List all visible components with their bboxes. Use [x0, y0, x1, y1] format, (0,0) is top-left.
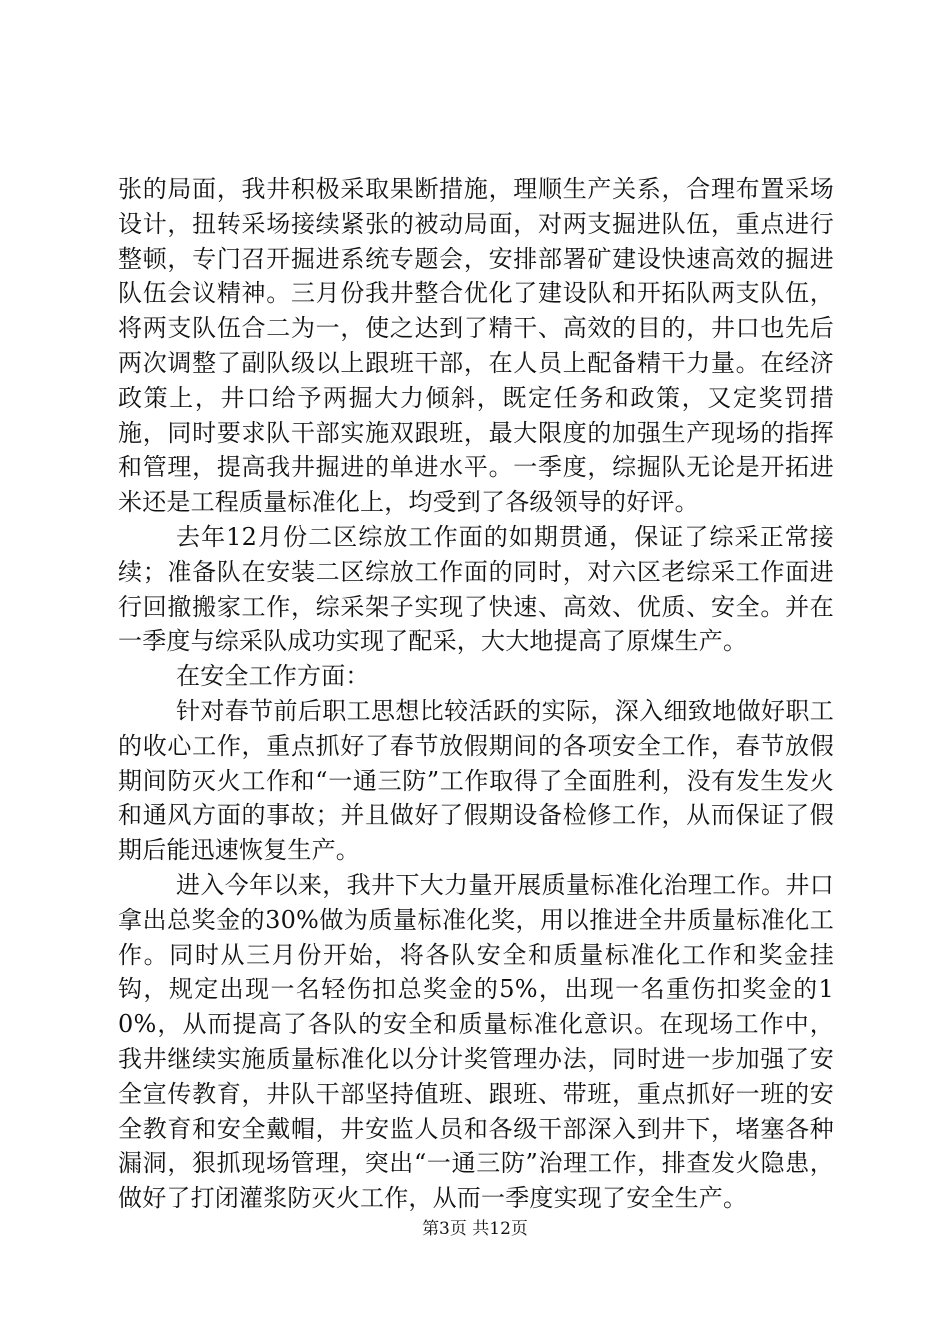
page-number-label: 第3页 共12页: [422, 1219, 528, 1239]
paragraph-quality-standardization: 进入今年以来，我井下大力量开展质量标准化治理工作。井口拿出总奖金的30%做为质量标准化奖，用以推进全井质量标准化工作。同时从三月份开始，将各队安全和质量标准化工作和奖金挂钩，规定出现一名轻伤扣总奖金的5%，出现一名重伤扣奖金的10%，从而提高了各队的安全和质量标准化意识。在现场工作中，我井继续实施质量标准化以分计奖管理办法，同时进一步加强了安全宣传教育，井队干部坚持值班、跟班、带班，重点抓好一班的安全教育和安全戴帽，井安监人员和各级干部深入到井下，堵塞各种漏洞，狠抓现场管理，突出“一通三防”治理工作，排查发火隐患，做好了打闭灌浆防灭火工作，从而一季度实现了安全生产。: [118, 870, 834, 1213]
page-footer: [0, 1218, 950, 1240]
document-body: [118, 172, 834, 1216]
section-heading-safety-work: 在安全工作方面：: [176, 662, 370, 691]
paragraph-spring-festival-safety: 针对春节前后职工思想比较活跃的实际，深入细致地做好职工的收心工作，重点抓好了春节放假期间的各项安全工作，春节放假期间防灭火工作和“一通三防”工作取得了全面胜利，没有发生发火和通风方面的事故；并且做好了假期设备检修工作，从而保证了假期后能迅速恢复生产。: [118, 696, 834, 865]
paragraph-production-continuation: 张的局面，我井积极采取果断措施，理顺生产关系，合理布置采场设计，扭转采场接续紧张的被动局面，对两支掘进队伍，重点进行整顿，专门召开掘进系统专题会，安排部署矿建设快速高效的掘进队伍会议精神。三月份我井整合优化了建设队和开拓队两支队伍，将两支队伍合二为一，使之达到了精干、高效的目的，井口也先后两次调整了副队级以上跟班干部，在人员上配备精干力量。在经济政策上，井口给予两掘大力倾斜，既定任务和政策，又定奖罚措施，同时要求队干部实施双跟班，最大限度的加强生产现场的指挥和管理，提高我井掘进的单进水平。一季度，综掘队无论是开拓进米还是工程质量标准化上，均受到了各级领导的好评。: [118, 175, 834, 517]
paragraph-fully-mechanized-face: 去年12月份二区综放工作面的如期贯通，保证了综采正常接续；准备队在安装二区综放工作面的同时，对六区老综采工作面进行回撤搬家工作，综采架子实现了快速、高效、优质、安全。并在一季度与综采队成功实现了配采，大大地提高了原煤生产。: [118, 522, 834, 656]
